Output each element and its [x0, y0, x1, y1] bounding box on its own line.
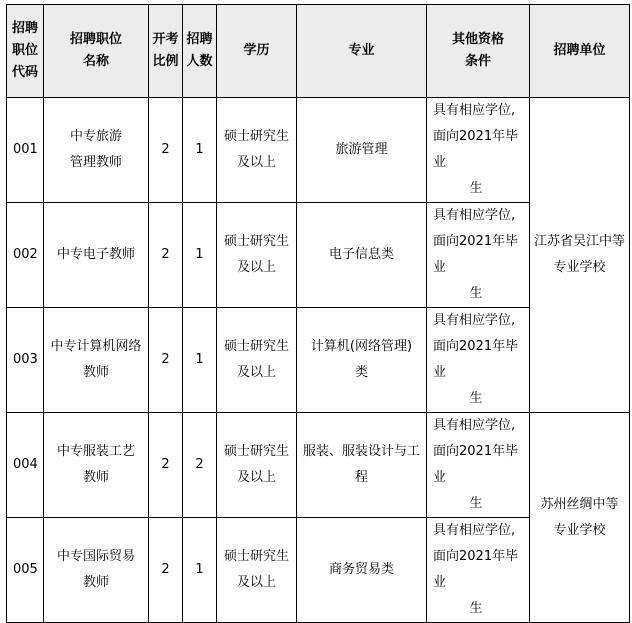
cell-education: 硕士研究生 及以上 [217, 413, 297, 518]
cell-code: 004 [7, 413, 44, 518]
cell-other: 具有相应学位, 面向2021年毕业 生 [427, 203, 530, 308]
header-other: 其他资格 条件 [427, 5, 530, 98]
header-count: 招聘 人数 [183, 5, 217, 98]
cell-other: 具有相应学位, 面向2021年毕业 生 [427, 308, 530, 413]
cell-code: 002 [7, 203, 44, 308]
cell-position: 中专服装工艺 教师 [44, 413, 149, 518]
cell-count: 1 [183, 98, 217, 203]
cell-ratio: 2 [149, 518, 183, 623]
cell-other: 具有相应学位, 面向2021年毕业 生 [427, 413, 530, 518]
cell-position: 中专电子教师 [44, 203, 149, 308]
table-row [7, 98, 630, 203]
header-code: 招聘 职位 代码 [7, 5, 44, 98]
cell-major: 旅游管理 [297, 98, 427, 203]
cell-code: 003 [7, 308, 44, 413]
cell-ratio: 2 [149, 98, 183, 203]
cell-major: 商务贸易类 [297, 518, 427, 623]
cell-position: 中专国际贸易 教师 [44, 518, 149, 623]
header-ratio: 开考 比例 [149, 5, 183, 98]
cell-ratio: 2 [149, 308, 183, 413]
cell-count: 1 [183, 518, 217, 623]
cell-education: 硕士研究生 及以上 [217, 203, 297, 308]
header-row [7, 5, 630, 98]
cell-position: 中专旅游 管理教师 [44, 98, 149, 203]
header-position: 招聘职位 名称 [44, 5, 149, 98]
cell-ratio: 2 [149, 413, 183, 518]
cell-count: 1 [183, 308, 217, 413]
cell-education: 硕士研究生 及以上 [217, 98, 297, 203]
cell-education: 硕士研究生 及以上 [217, 518, 297, 623]
cell-other: 具有相应学位, 面向2021年毕业 生 [427, 98, 530, 203]
cell-unit-suzhou-silk: 苏州丝绸中等 专业学校 [530, 413, 630, 623]
header-major: 专业 [297, 5, 427, 98]
cell-major: 计算机(网络管理) 类 [297, 308, 427, 413]
cell-education: 硕士研究生 及以上 [217, 308, 297, 413]
cell-unit-wujiang: 江苏省吴江中等 专业学校 [530, 98, 630, 413]
recruitment-table-container [6, 4, 630, 623]
cell-position: 中专计算机网络 教师 [44, 308, 149, 413]
cell-code: 001 [7, 98, 44, 203]
header-unit: 招聘单位 [530, 5, 630, 98]
cell-other: 具有相应学位, 面向2021年毕业 生 [427, 518, 530, 623]
table-row [7, 413, 630, 518]
cell-ratio: 2 [149, 203, 183, 308]
cell-code: 005 [7, 518, 44, 623]
cell-major: 服装、服装设计与工 程 [297, 413, 427, 518]
recruitment-table [6, 4, 630, 623]
cell-count: 2 [183, 413, 217, 518]
header-education: 学历 [217, 5, 297, 98]
cell-major: 电子信息类 [297, 203, 427, 308]
cell-count: 1 [183, 203, 217, 308]
